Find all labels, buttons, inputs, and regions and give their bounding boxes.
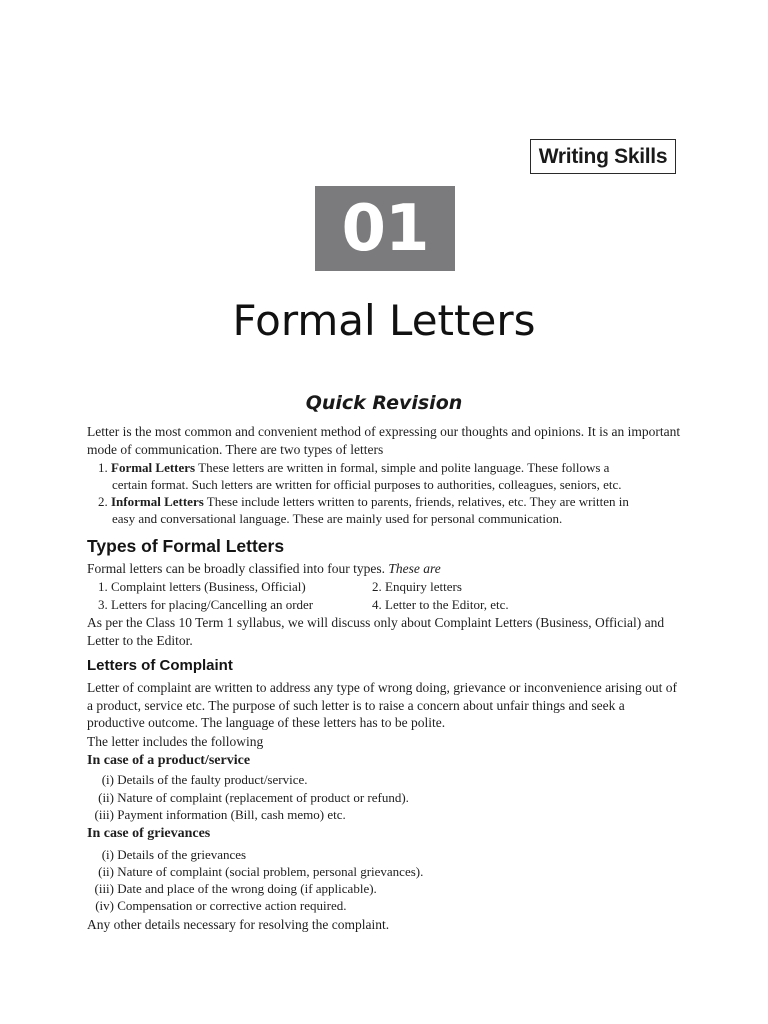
list-text: Details of the grievances [117,847,247,862]
list-item-continuation: certain format. Such letters are written for official purposes to authorities, colleagues, seniors, etc. [112,477,622,492]
type-item-1: 1. Complaint letters (Business, Official) [98,579,306,594]
list-item [98,493,698,511]
list-item [92,897,346,915]
types-intro-text: Formal letters can be broadly classified into four types. [87,561,386,576]
list-number: (ii) [98,864,114,879]
list-number: (ii) [98,790,114,805]
list-text: Nature of complaint (social problem, personal grievances). [117,864,424,879]
syllabus-note: As per the Class 10 Term 1 syllabus, we will discuss only about Complaint Letters (Business, Official) and Letter to the Editor. [87,615,665,648]
list-number: (i) [101,847,114,862]
list-item [92,806,346,824]
section-label: Writing Skills [530,139,676,174]
list-number: (i) [101,772,114,787]
list-text: Nature of complaint (replacement of product or refund). [117,790,409,805]
complaint-heading: Letters of Complaint [87,657,233,674]
quick-revision-heading: Quick Revision [305,392,463,414]
types-intro-emphasis: These are [388,561,441,576]
type-item-4: 4. Letter to the Editor, etc. [372,597,509,612]
type-item-3: 3. Letters for placing/Cancelling an order [98,597,314,612]
product-heading: In case of a product/service [87,753,251,768]
list-number: 2. [98,494,108,509]
term-formal-letters: Formal Letters [111,460,196,475]
includes-text: The letter includes the following [87,734,264,749]
list-number: (iii) [94,881,114,896]
types-intro [87,560,687,578]
list-number: (iii) [94,807,114,822]
types-heading: Types of Formal Letters [87,536,285,556]
chapter-title: Formal Letters [232,296,536,345]
intro-paragraph: Letter is the most common and convenient method of expressing our thoughts and opinions. It is an important mode of communication. There are two types of letters [87,424,681,457]
type-item-2: 2. Enquiry letters [372,579,462,594]
list-item-continuation: easy and conversational language. These are mainly used for personal communication. [112,511,563,526]
list-text: These include letters written to parents, friends, relatives, etc. They are written in [206,494,629,509]
list-item [92,789,409,807]
list-number: 1. [98,460,108,475]
list-text: Details of the faulty product/service. [117,772,308,787]
list-text: Date and place of the wrong doing (if applicable). [117,881,377,896]
complaint-paragraph: Letter of complaint are written to address any type of wrong doing, grievance or inconvenience arising out of a product, service etc. The purpose of such letter is to raise a concern about unfair things and seek a productive outcome. The language of these letters has to be polite. [87,680,678,730]
list-text: Payment information (Bill, cash memo) etc. [117,807,346,822]
list-item [92,880,377,898]
list-text: These letters are written in formal, simple and polite language. These follows a [198,460,610,475]
term-informal-letters: Informal Letters [111,494,204,509]
closing-text: Any other details necessary for resolving the complaint. [87,917,390,932]
list-number: (iv) [95,898,114,913]
list-item [92,771,308,789]
list-item [98,459,698,477]
chapter-number: 01 [315,186,455,271]
list-text: Compensation or corrective action required. [117,898,347,913]
list-item [92,863,423,881]
grievance-heading: In case of grievances [87,826,211,841]
list-item [92,846,246,864]
